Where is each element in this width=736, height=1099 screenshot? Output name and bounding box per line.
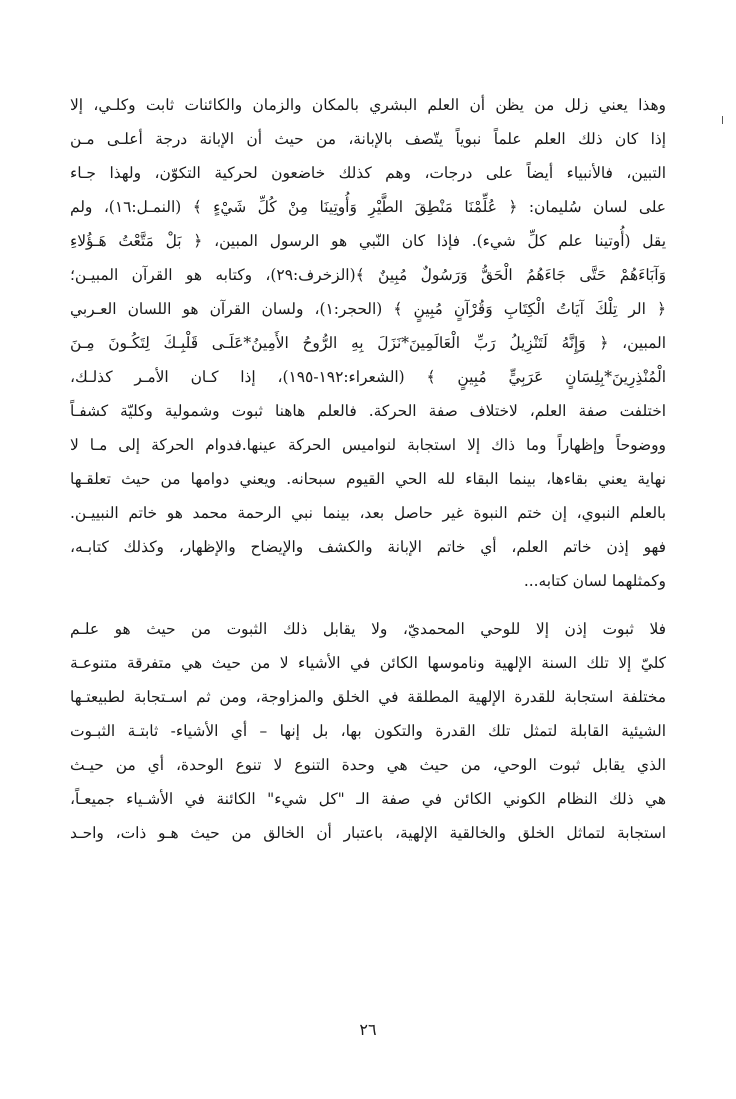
text-line: فهو إذن خاتم العلم، أي خاتم الإبانة والكشف والإيضاح والإظهار، وكذلك كتابـه، [70, 538, 666, 556]
margin-mark [722, 116, 723, 124]
text-line: ووضوحاً وإظهاراً وما ذاك إلا استجابة لنواميس الحركة عينها.فدوام الحركة إلى مـا لا [70, 436, 666, 454]
text-line: يقل (أُوتينا علم كلِّ شيء). فإذا كان النّبي هو الرسول المبين، ﴿ بَلْ مَتَّعْتُ هَـؤُلاءِ [70, 232, 666, 250]
text-line: بالعلم النبوي، إن ختم النبوة غير حاصل بعد، بينما نبي الرحمة محمد هو خاتم النبييـن. [70, 504, 666, 522]
text-line: كليّ إلا تلك السنة الإلهية وناموسها الكائن في الأشياء لا من حيث هي متفرقة متنوعـة [70, 654, 666, 672]
text-line: وكمثلهما لسان كتابه... [523, 572, 666, 590]
text-line: وهذا يعني زلل من يظن أن العلم البشري بالمكان والزمان والكائنات ثابت وكلـي، إلا [70, 96, 666, 114]
text-line: مختلفة استجابة للقدرة الإلهية المطلقة في الخلق والمزاوجة، ومن ثم اسـتجابة لطبيعتـها [70, 688, 666, 706]
text-line: استجابة لتماثل الخلق والخالقية الإلهية، باعتبار أن الخالق من حيث هـو ذات، واحـد [70, 824, 666, 842]
text-line: هي ذلك النظام الكوني الكائن في صفة الـ "كل شيء" الكائنة في الأشـياء جميعـاً، [70, 790, 666, 808]
text-line: على لسان سُليمان: ﴿ عُلِّمْنَا مَنْطِقَ الطَّيْرِ وَأُوتِينَا مِنْ كُلِّ شَيْءٍ ﴾ (النمـل:١٦)، ولم [70, 198, 666, 216]
paragraph-2 [70, 612, 666, 850]
text-line: وَآبَاءَهُمْ حَتَّى جَاءَهُمُ الْحَقُّ وَرَسُولٌ مُبِينٌ ﴾(الزخرف:٢٩)، وكتابه هو القرآن المبيـن؛ [70, 266, 666, 284]
text-line: فلا ثبوت إذن إلا للوحي المحمديّ، ولا يقابل ذلك الثبوت من حيث هو علـم [70, 620, 666, 638]
text-line: التبين، فالأنبياء أيضاً على درجات، وهم كذلك خاضعون لحركية التكوّن، ولهذا جـاء [70, 164, 666, 182]
page-number: ٢٦ [359, 1020, 377, 1039]
text-line: ﴿ الر تِلْكَ آيَاتُ الْكِتَابِ وَقُرْآنٍ مُبِينٍ ﴾ (الحجر:١)، ولسان القرآن هو اللسان العـربي [70, 300, 666, 318]
page-body [70, 88, 666, 850]
text-line: إذا كان ذلك العلم علماً نبوياً يتّصف بالإبانة، من حيث أن الإبانة درجة أعلـى مـن [70, 130, 666, 148]
paragraph-1 [70, 88, 666, 598]
text-line: الذي يقابل ثبوت الوحي، من حيث هي وحدة التنوع لا تنوع الوحدة، أي من حيـث [70, 756, 666, 774]
text-line: المبين، ﴿ وَإِنَّهُ لَتَنْزِيلُ رَبِّ الْعَالَمِينَ*نَزَلَ بِهِ الرُّوحُ الأَمِينُ*عَلَـى قَلْبِـكَ لِتَكُـونَ مِـنَ [70, 334, 666, 352]
text-line: نهاية يعني بقاءها، بينما البقاء لله الحي القيوم سبحانه. ويعني دوامها من حيث تعلقـها [70, 470, 666, 488]
text-line: الشيئية القابلة لتمثل تلك القدرة والتكون بها، بل إنها – أي الأشياء- ثابتـة الثبـوت [70, 722, 666, 740]
text-line: الْمُنْذِرِينَ*بِلِسَانٍ عَرَبِيٍّ مُبِينٍ ﴾ (الشعراء:١٩٢-١٩٥)، إذا كـان الأمـر كذلـك، [70, 368, 666, 386]
text-line: اختلفت صفة العلم، لاختلاف صفة الحركة. فالعلم هاهنا ثبوت وشمولية وكليّة كشفـاً [70, 402, 666, 420]
